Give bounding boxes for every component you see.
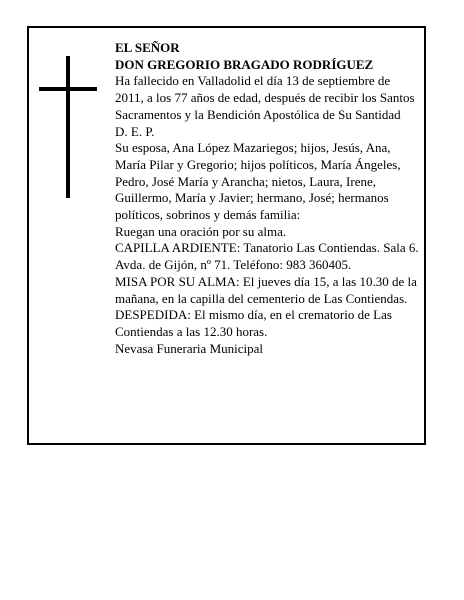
notice-title: EL SEÑOR <box>115 40 180 55</box>
deceased-name: DON GREGORIO BRAGADO RODRÍGUEZ <box>115 56 374 72</box>
funeral-home: Nevasa Funeraria Municipal <box>115 340 264 356</box>
cross-vertical-bar <box>66 56 70 198</box>
farewell-info: DESPEDIDA: El mismo día, en el crematorio de Las Contiendas a las 12.30 horas. <box>115 307 392 339</box>
notice-text <box>115 40 421 357</box>
prayer-request: Ruegan una oración por su alma. <box>115 223 287 239</box>
rip-text: D. E. P. <box>115 123 155 139</box>
obituary-notice <box>27 26 426 445</box>
cross-icon <box>39 56 97 198</box>
cross-horizontal-bar <box>39 87 97 91</box>
death-announcement: Ha fallecido en Valladolid el día 13 de septiembre de 2011, a los 77 años de edad, después de recibir los Santos Sacramentos y la Bendición Apostólica de Su Santidad <box>115 73 415 122</box>
mass-info: MISA POR SU ALMA: El jueves día 15, a las 10.30 de la mañana, en la capilla del cementerio de Las Contiendas. <box>115 273 417 306</box>
family-list: Su esposa, Ana López Mazariegos; hijos, Jesús, Ana, María Pilar y Gregorio; hijos políticos, María Ángeles, Pedro, José María y Arancha; nietos, Laura, Irene, Guillermo, María y Javier; hermano, José; hermanos políticos, sobrinos y demás familia: <box>115 140 401 223</box>
chapel-info: CAPILLA ARDIENTE: Tanatorio Las Contiendas. Sala 6. Avda. de Gijón, nº 71. Teléfono: 983 360405. <box>115 240 419 273</box>
